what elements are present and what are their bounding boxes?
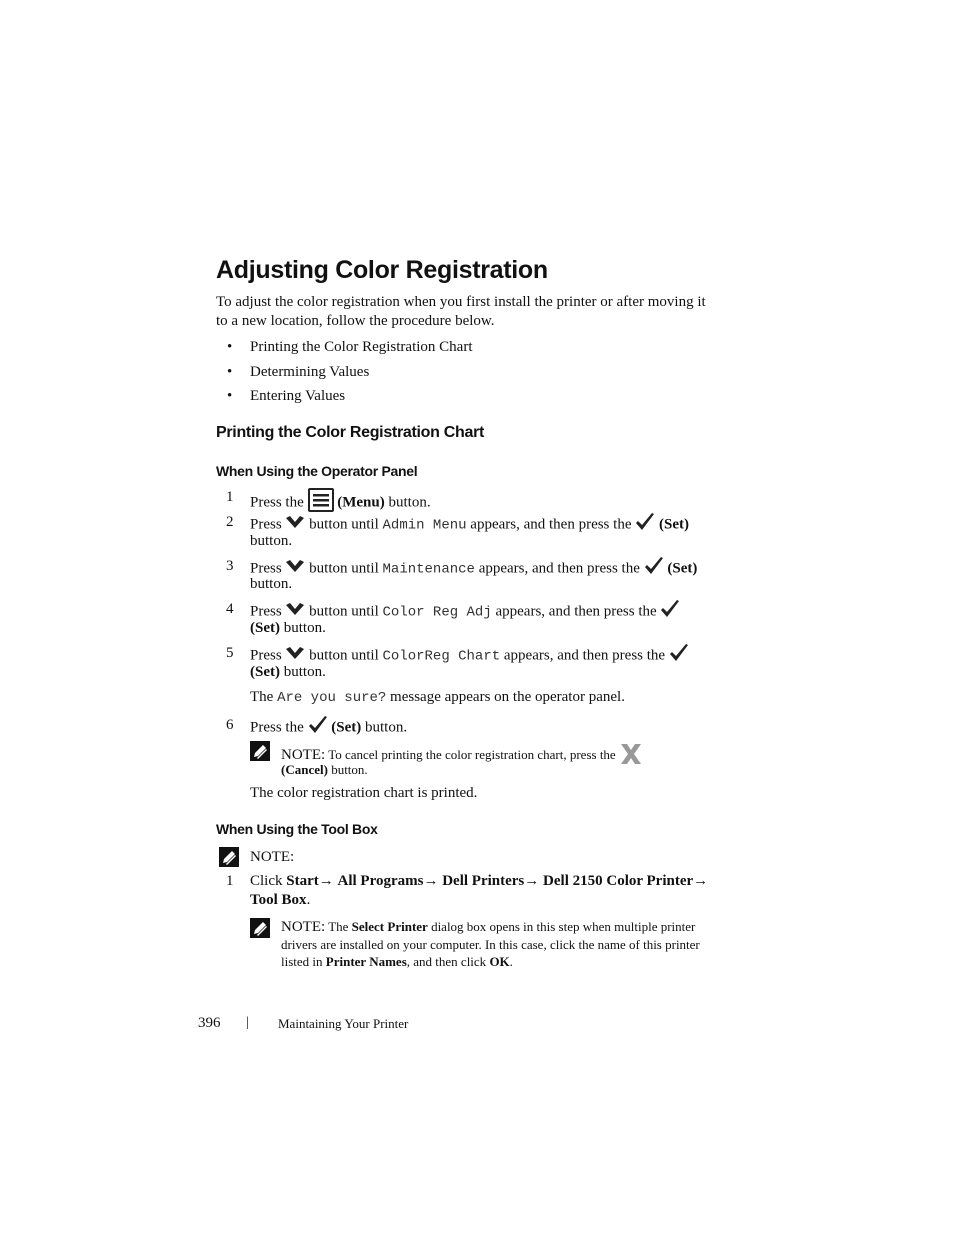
step-4-line-2 (250, 619, 326, 638)
step-text: button. (283, 664, 326, 680)
checkmark-icon (308, 716, 328, 740)
step-text: Press (250, 647, 282, 664)
page-number: 396 (198, 1015, 221, 1031)
bullet-item: Printing the Color Registration Chart (250, 339, 473, 355)
note-text: , and then click (406, 954, 487, 969)
menu-path-start: Start (286, 873, 319, 889)
step-text: button. (250, 576, 293, 592)
step-text: appears, and then press the (470, 516, 632, 533)
period: . (306, 892, 311, 908)
period: . (509, 954, 513, 969)
note-label: NOTE: (281, 919, 326, 935)
menu-code: Admin Menu (382, 517, 467, 534)
set-label: (Set) (250, 620, 280, 636)
chapter-title: Maintaining Your Printer (278, 1016, 409, 1031)
step-text: button. (250, 533, 293, 549)
result-text: The color registration chart is printed. (250, 785, 478, 801)
step-text: button. (365, 719, 408, 736)
operator-panel-heading: When Using the Operator Panel (216, 463, 418, 479)
set-label: (Set) (667, 560, 698, 577)
checkmark-icon (669, 644, 689, 668)
step-number: 1 (226, 873, 234, 889)
step-text: button until (309, 647, 379, 664)
step-text: button. (388, 494, 431, 511)
step-text: message appears on the operator panel. (390, 689, 625, 705)
bullet-item: Entering Values (250, 388, 346, 404)
step-number: 2 (226, 514, 234, 530)
menu-code: Maintenance (382, 561, 475, 578)
subsection-title: Printing the Color Registration Chart (216, 424, 485, 441)
toolbox-step-line (250, 872, 708, 891)
bullet-marker: • (227, 339, 233, 355)
step-text: button until (309, 516, 379, 533)
step-text: The (250, 689, 274, 705)
toolbox-step-line-2 (250, 891, 310, 910)
tool-box-heading: When Using the Tool Box (216, 821, 378, 837)
step-text: button until (309, 560, 379, 577)
step-text: button. (283, 620, 326, 636)
note-text: dialog box opens in this step when multiple printer drivers are installed on your computer. In this case, click the name of this printer listed in (281, 919, 700, 969)
printer-names-label: Printer Names (325, 954, 407, 969)
note-text: To cancel printing the color registration chart, press the (328, 746, 616, 762)
set-label: (Set) (331, 719, 362, 736)
note-label: NOTE: (281, 746, 326, 763)
bullet-marker: • (227, 364, 233, 380)
note-select-printer (281, 918, 713, 970)
step-number: 5 (226, 645, 234, 661)
set-label: (Set) (250, 664, 280, 680)
note-pencil-icon (250, 918, 270, 943)
menu-path-all-programs: All Programs (337, 873, 424, 889)
arrow-icon: → (693, 873, 709, 889)
note-label: NOTE: (250, 849, 295, 865)
menu-path-dell-printers: Dell Printers (442, 873, 525, 889)
checkmark-icon (660, 600, 680, 624)
menu-path-dell-2150: Dell 2150 Color Printer (543, 873, 694, 889)
step-text: Click (250, 873, 283, 889)
step-number: 1 (226, 489, 234, 505)
step-text: appears, and then press the (478, 560, 640, 577)
set-label: (Set) (658, 516, 689, 533)
menu-path-tool-box: Tool Box (250, 892, 307, 908)
ok-label: OK (489, 954, 510, 969)
note-text: button. (331, 762, 368, 777)
cancel-x-icon (619, 743, 643, 769)
note-pencil-icon (250, 741, 270, 766)
menu-code: ColorReg Chart (382, 648, 501, 665)
menu-label: (Menu) (337, 494, 385, 511)
footer-separator: | (246, 1015, 249, 1030)
note-pencil-icon (219, 847, 239, 872)
step-text: Press (250, 516, 282, 533)
note-text: The (328, 919, 349, 934)
step-number: 4 (226, 601, 234, 617)
note-cancel-line-2 (281, 761, 368, 778)
step-number: 6 (226, 717, 234, 733)
step-2-line (250, 513, 689, 537)
step-text: Press (250, 603, 282, 620)
step-number: 3 (226, 558, 234, 574)
step-text: Press (250, 560, 282, 577)
checkmark-icon (644, 557, 664, 581)
arrow-icon: → (318, 873, 334, 889)
step-text: button until (309, 603, 379, 620)
intro-paragraph: To adjust the color registration when you first install the printer or after moving it to a new location, follow the procedure below. (216, 294, 706, 329)
step-5-line-2 (250, 663, 326, 682)
menu-code: Are you sure? (277, 690, 387, 706)
confirm-message-line (250, 688, 625, 708)
select-printer-label: Select Printer (351, 919, 428, 934)
cancel-label: (Cancel) (281, 762, 328, 777)
step-text: Press the (250, 719, 304, 736)
menu-code: Color Reg Adj (382, 604, 492, 621)
step-text: Press the (250, 494, 304, 511)
bullet-marker: • (227, 388, 233, 404)
step-text: appears, and then press the (495, 603, 657, 620)
bullet-item: Determining Values (250, 364, 370, 380)
step-3-line (250, 557, 697, 581)
arrow-icon: → (423, 873, 439, 889)
arrow-icon: → (524, 873, 540, 889)
checkmark-icon (635, 513, 655, 537)
step-6-line (250, 716, 407, 740)
step-text: appears, and then press the (503, 647, 666, 664)
page-title: Adjusting Color Registration (216, 256, 548, 284)
